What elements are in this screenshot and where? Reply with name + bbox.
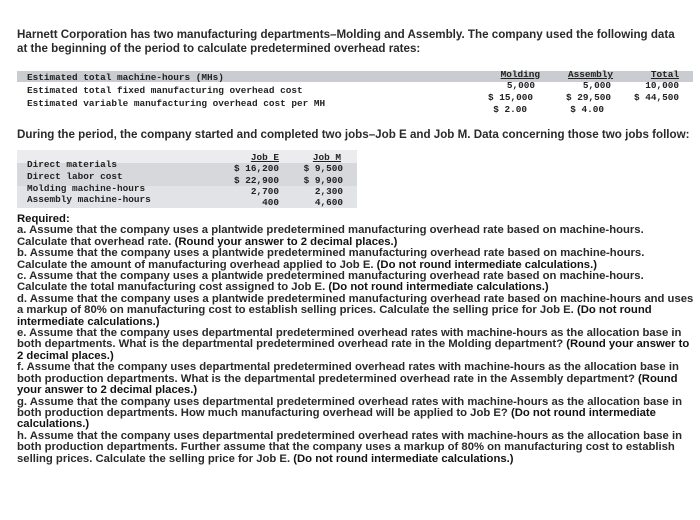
molding-variable: $ 2.00 bbox=[493, 104, 527, 115]
row-label-variable: Estimated variable manufacturing overhead cost per MH bbox=[27, 98, 326, 109]
molding-mhs: 5,000 bbox=[506, 80, 535, 91]
job-e-header: Job E bbox=[250, 152, 279, 163]
assembly-header: Assembly bbox=[567, 69, 613, 80]
assembly-mhs: 5,000 bbox=[582, 80, 611, 91]
question-b: b. Assume that the company uses a plantwide predetermined manufacturing overhead rate based on machine-hours. Calculate the amount of manufacturing overhead applied to Job E. (Do not round intermediate calculations.) bbox=[17, 247, 645, 271]
row-label-molding-mh: Molding machine-hours bbox=[27, 183, 146, 194]
total-mhs: 10,000 bbox=[645, 80, 679, 91]
question-e: e. Assume that the company uses departmental predetermined overhead rates with machine-hours as the allocation base in both departments. What is the departmental predetermined overhead rate in the Molding department? (Round your answer to 2 decimal places.) bbox=[17, 327, 690, 362]
row-label-mhs: Estimated total machine-hours (MHs) bbox=[27, 72, 224, 83]
job-m-header: Job M bbox=[312, 152, 341, 163]
jobs-intro: During the period, the company started and completed two jobs–Job E and Job M. Data concerning those two jobs follow: bbox=[17, 128, 690, 141]
question-a: a. Assume that the company uses a plantwide predetermined manufacturing overhead rate based on machine-hours. Calculate that overhead rate. (Round your answer to 2 decimal places.) bbox=[17, 224, 644, 248]
row-label-labor: Direct labor cost bbox=[27, 171, 123, 182]
jobs-data-table bbox=[17, 150, 357, 208]
question-d: d. Assume that the company uses a plantwide predetermined manufacturing overhead rate based on machine-hours and uses a markup of 80% on manufacturing cost to establish selling prices. Calculate the selling price for Job E. (Do not round intermediate calculations.) bbox=[17, 292, 694, 328]
question-h: h. Assume that the company uses departmental predetermined overhead rates with machine-hours as the allocation base in both production departments. Further assume that the company uses a markup of 80% on manufacturing cost to establish selling prices. Calculate the selling price for Job E. (Do not round intermediate calculations.) bbox=[17, 429, 683, 465]
assembly-fixed: $ 29,500 bbox=[565, 92, 611, 103]
job-m-labor: $ 9,900 bbox=[303, 175, 343, 186]
overhead-data-table bbox=[17, 68, 693, 116]
row-label-fixed: Estimated total fixed manufacturing overhead cost bbox=[27, 85, 303, 96]
question-c: c. Assume that the company uses a plantwide predetermined manufacturing overhead rate based on machine-hours. Calculate the total manufacturing cost assigned to Job E. (Do not round intermediate calculations.) bbox=[17, 270, 644, 294]
job-e-materials: $ 16,200 bbox=[233, 163, 279, 174]
question-f: f. Assume that the company uses departmental predetermined overhead rates with machine-hours as the allocation base in both production departments. What is the departmental predetermined overhead rate in the Assembly department? (Round your answer to 2 decimal places.) bbox=[17, 361, 679, 397]
job-m-materials: $ 9,500 bbox=[303, 163, 343, 174]
job-e-labor: $ 22,900 bbox=[233, 175, 279, 186]
row-label-assembly-mh: Assembly machine-hours bbox=[27, 194, 151, 205]
job-e-assembly-mh: 400 bbox=[262, 197, 279, 208]
total-header: Total bbox=[650, 69, 679, 80]
molding-header: Molding bbox=[500, 69, 540, 80]
molding-fixed: $ 15,000 bbox=[487, 92, 533, 103]
total-fixed: $ 44,500 bbox=[633, 92, 679, 103]
question-g: g. Assume that the company uses departmental predetermined overhead rates with machine-hours as the allocation base in both production departments. How much manufacturing overhead will be applied to Job E? (Do not round intermediate calculations.) bbox=[17, 395, 683, 431]
job-e-molding-mh: 2,700 bbox=[250, 186, 279, 197]
row-label-materials: Direct materials bbox=[27, 159, 118, 170]
intro-paragraph: Harnett Corporation has two manufacturing departments–Molding and Assembly. The company used the following data at the beginning of the period to calculate predetermined overhead rates: bbox=[17, 28, 675, 55]
required-section bbox=[17, 214, 695, 465]
job-m-molding-mh: 2,300 bbox=[314, 186, 343, 197]
assembly-variable: $ 4.00 bbox=[570, 104, 604, 115]
job-m-assembly-mh: 4,600 bbox=[314, 197, 343, 208]
required-heading: Required: bbox=[17, 213, 70, 225]
